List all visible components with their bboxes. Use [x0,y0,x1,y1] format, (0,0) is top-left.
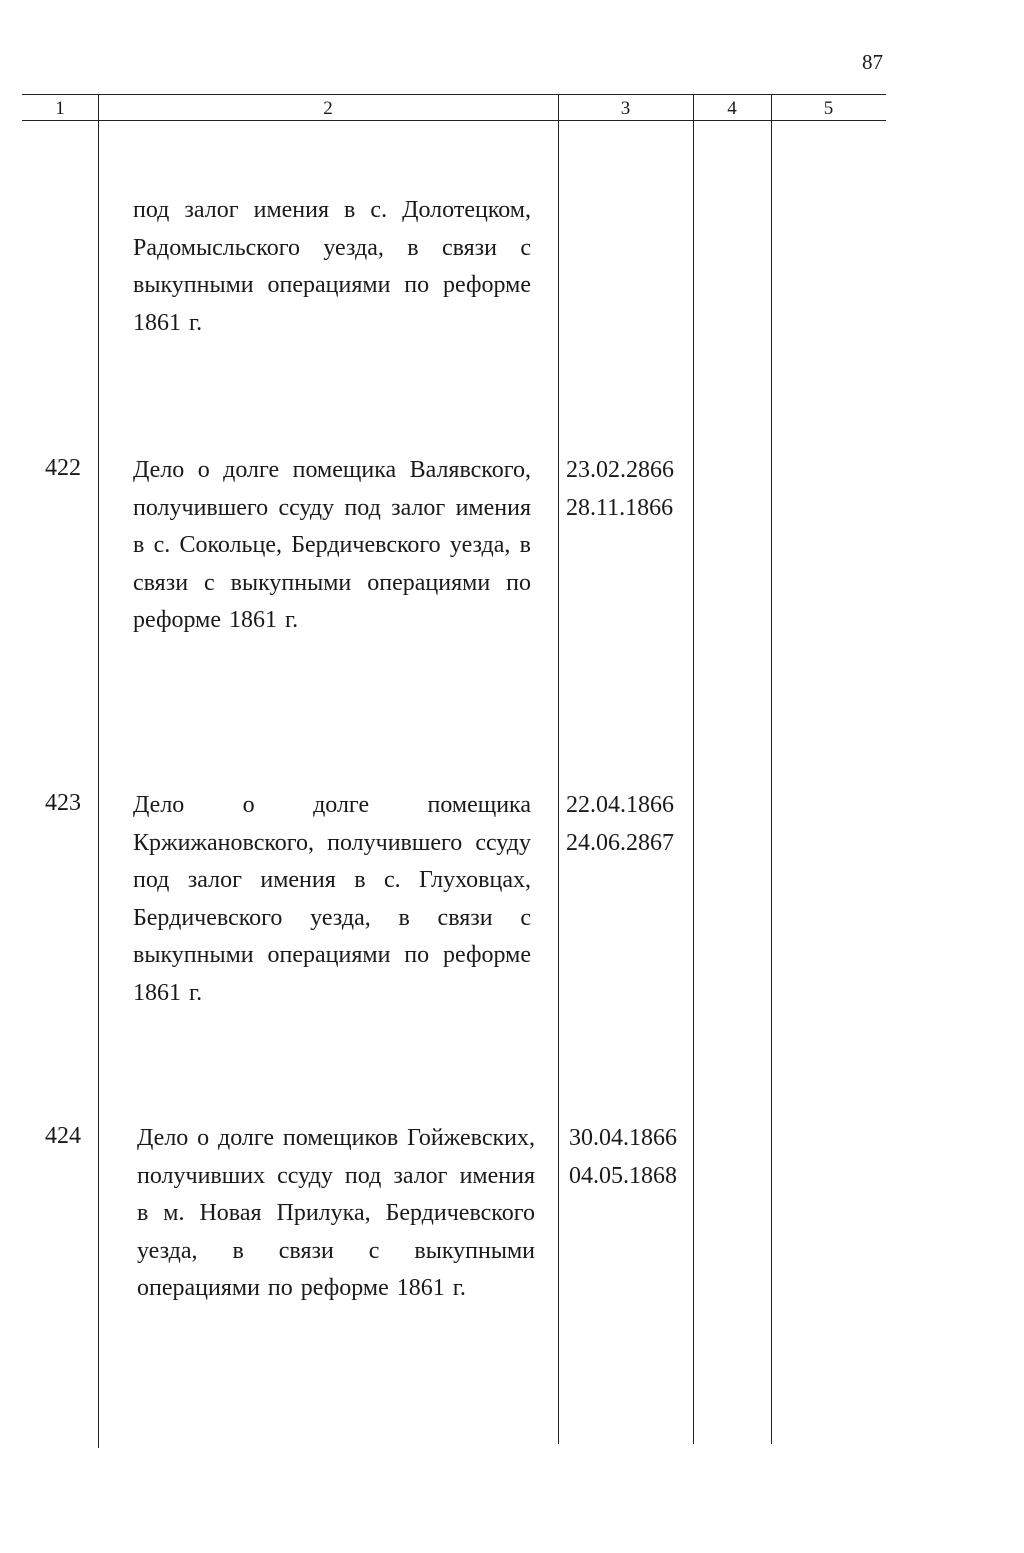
record-description: Дело о долге помещика Валявского, получившего ссуду под залог имения в с. Сокольце, Бердичевского уезда, в связи с выкупными операциями по реформе 1861 г. [133,457,531,633]
record-dates [566,787,674,862]
header-bottom-rule [22,120,886,121]
date-end: 24.06.2867 [566,829,674,856]
record-number: 423 [45,790,81,816]
column-divider-4-5 [771,94,772,1444]
page-number: 87 [862,50,883,74]
date-start: 22.04.1866 [566,792,674,818]
header-col-4: 4 [727,98,737,119]
header-col-1: 1 [55,98,65,119]
record-description: под залог имения в с. Долотецком, Радомысльского уезда, в связи с выкупными операциями по реформе 1861 г. [133,197,531,336]
column-divider-1-2 [98,94,99,1448]
record-dates [566,452,674,527]
header-col-3: 3 [620,98,631,119]
header-col-5: 5 [823,98,834,119]
date-start: 30.04.1866 [569,1125,677,1151]
record-dates [569,1120,677,1195]
header-col-2: 2 [323,98,333,119]
date-end: 28.11.1866 [566,494,674,521]
record-number: 424 [45,1123,81,1149]
date-start: 23.02.2866 [566,457,674,483]
column-divider-3-4 [693,94,694,1444]
record-number: 422 [45,455,81,481]
record-description: Дело о долге помещиков Гойжевских, получивших ссуду под залог имения в м. Новая Прилука, Бердичевского уезда, в связи с выкупными операциями по реформе 1861 г. [137,1125,535,1301]
column-divider-2-3 [558,94,559,1444]
record-description: Дело о долге помещика Кржижановского, получившего ссуду под залог имения в с. Глуховцах, Бердичевского уезда, в связи с выкупными операциями по реформе 1861 г. [133,792,531,1006]
date-end: 04.05.1868 [569,1162,677,1189]
table-top-rule [22,94,886,95]
